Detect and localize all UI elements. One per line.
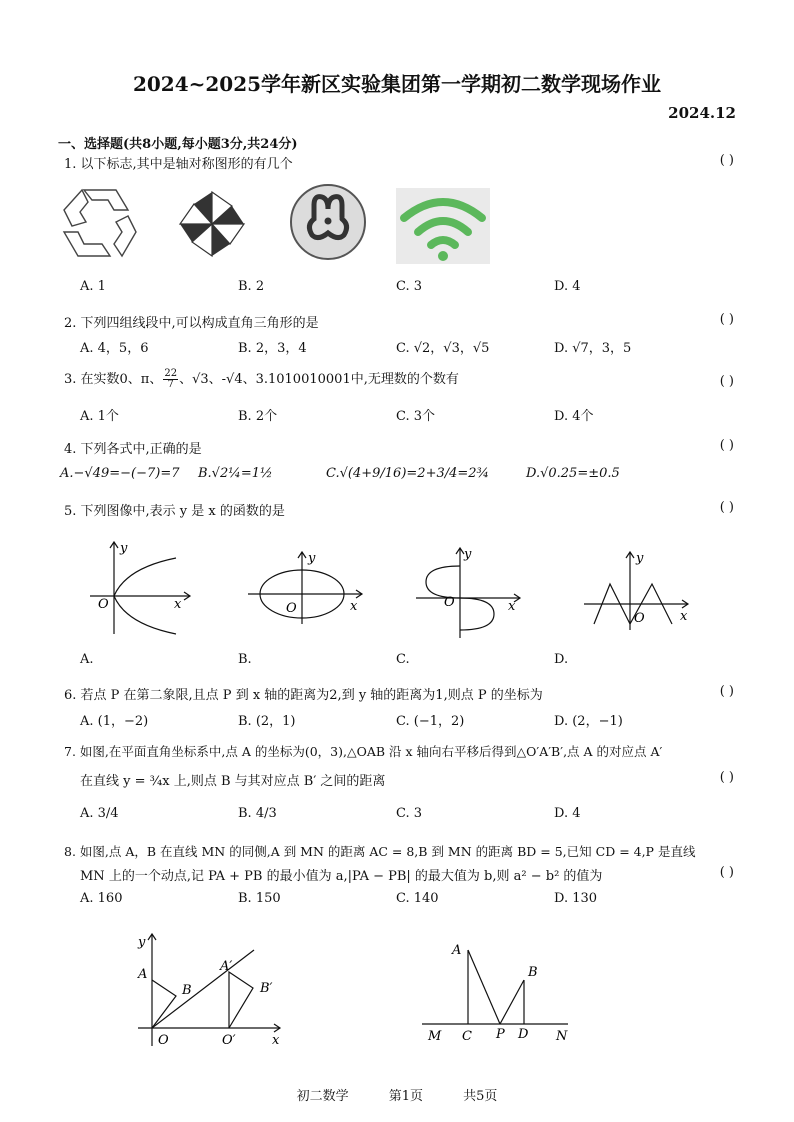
- q7-figure: [130, 930, 286, 1048]
- q7-stem-line1: 7. 如图,在平面直角坐标系中,点 A 的坐标为(0，3),△OAB 沿 x 轴向右平移后得到△O′A′B′,点 A 的对应点 A′: [64, 744, 663, 759]
- q8-label-d: D: [518, 1027, 529, 1042]
- footer-total-pages: 共5页: [463, 1089, 498, 1104]
- q5-c-origin-label: O: [444, 595, 455, 610]
- q1-option-d: D. 4: [554, 279, 581, 294]
- page-title: 2024~2025学年新区实验集团第一学期初二数学现场作业: [132, 72, 662, 96]
- q5-a-origin-label: O: [98, 597, 109, 612]
- q8-label-b: B: [528, 965, 538, 980]
- q5-graph-c: [412, 544, 524, 640]
- q5-d-x-label: x: [680, 609, 688, 624]
- q5-stem: 5. 下列图像中,表示 y 是 x 的函数的是: [64, 504, 285, 519]
- q7-label-o: O: [158, 1033, 169, 1048]
- q4-stem: 4. 下列各式中,正确的是: [64, 442, 202, 457]
- q8-option-a: A. 160: [80, 891, 123, 906]
- q5-graph-b: [244, 548, 368, 628]
- q4-answer-bracket: ( ): [719, 438, 734, 453]
- q1-stem: 1. 以下标志,其中是轴对称图形的有几个: [64, 157, 293, 172]
- q5-d-origin-label: O: [634, 611, 645, 626]
- section-heading: 一、选择题(共8小题,每小题3分,共24分): [58, 137, 298, 152]
- q6-option-c: C. (−1，2): [396, 714, 465, 729]
- q5-b-y-label: y: [308, 551, 316, 566]
- q5-b-origin-label: O: [286, 601, 297, 616]
- q1-option-a: A. 1: [80, 279, 106, 294]
- q7-answer-bracket: ( ): [719, 770, 734, 785]
- q3-stem-start: 3. 在实数0、π、: [64, 372, 163, 387]
- q7-option-c: C. 3: [396, 806, 423, 821]
- q5-option-c: C.: [396, 652, 410, 667]
- q8-figure: [420, 940, 580, 1048]
- q8-answer-bracket: ( ): [719, 865, 734, 880]
- q8-stem-line1: 8. 如图,点 A，B 在直线 MN 的同侧,A 到 MN 的距离 AC = 8,B 到 MN 的距离 BD = 5,已知 CD = 4,P 是直线: [64, 844, 696, 859]
- q7-option-b: B. 4/3: [238, 806, 277, 821]
- q8-label-m: M: [428, 1029, 442, 1044]
- q1-answer-bracket: ( ): [719, 153, 734, 168]
- q5-graph-d: [580, 548, 692, 632]
- q2-option-d: D. √7，3，5: [554, 341, 632, 356]
- q1-option-b: B. 2: [238, 279, 265, 294]
- q7-stem-line2: 在直线 y = ¾x 上,则点 B 与其对应点 B′ 之间的距离: [80, 774, 386, 789]
- q4-option-c: C.√(4+9/16)=2+3/4=2¾: [326, 466, 490, 481]
- q8-stem-line2: MN 上的一个动点,记 PA + PB 的最小值为 a,|PA − PB| 的最大值为 b,则 a² − b² 的值为: [80, 869, 603, 884]
- q5-a-y-label: y: [120, 541, 128, 556]
- q1-option-c: C. 3: [396, 279, 423, 294]
- q5-graph-a: [86, 538, 196, 638]
- metro-logo-icon: [288, 183, 368, 261]
- q7-label-a: A: [138, 967, 148, 982]
- footer-page-number: 第1页: [388, 1089, 423, 1104]
- q5-b-x-label: x: [350, 599, 358, 614]
- q5-option-a: A.: [80, 652, 94, 667]
- q3-option-a: A. 1个: [80, 409, 119, 424]
- q8-option-b: B. 150: [238, 891, 281, 906]
- q3-stem-end: 、√3、-√4、3.1010010001中,无理数的个数有: [179, 372, 459, 387]
- exam-date: 2024.12: [668, 104, 736, 122]
- q5-c-x-label: x: [508, 599, 516, 614]
- q4-option-b: B.√2¼=1½: [198, 466, 273, 481]
- q5-c-y-label: y: [464, 547, 472, 562]
- q6-answer-bracket: ( ): [719, 684, 734, 699]
- q7-label-a-prime: A′: [220, 959, 233, 974]
- q2-answer-bracket: ( ): [719, 312, 734, 327]
- q7-label-x: x: [272, 1033, 280, 1048]
- q8-label-n: N: [556, 1029, 568, 1044]
- q4-option-a: A.−√49=−(−7)=7: [60, 466, 180, 481]
- q3-option-b: B. 2个: [238, 409, 278, 424]
- q7-label-o-prime: O′: [222, 1033, 236, 1048]
- q5-option-d: D.: [554, 652, 569, 667]
- q2-stem: 2. 下列四组线段中,可以构成直角三角形的是: [64, 316, 319, 331]
- q7-label-y: y: [138, 935, 146, 950]
- pinwheel-logo-icon: [172, 188, 252, 260]
- recycle-logo-icon: [62, 186, 138, 260]
- q8-option-d: D. 130: [554, 891, 598, 906]
- q3-stem: [64, 368, 459, 390]
- q8-label-c: C: [462, 1029, 472, 1044]
- q7-option-d: D. 4: [554, 806, 581, 821]
- footer-subject: 初二数学: [296, 1089, 349, 1104]
- q6-option-b: B. (2，1): [238, 714, 296, 729]
- q8-label-p: P: [496, 1027, 505, 1042]
- q7-option-a: A. 3/4: [80, 806, 119, 821]
- q3-fraction: $\frac{22}{7}$: [164, 368, 178, 390]
- q3-option-d: D. 4个: [554, 409, 594, 424]
- q2-option-c: C. √2，√3，√5: [396, 341, 490, 356]
- q5-answer-bracket: ( ): [719, 500, 734, 515]
- q2-option-a: A. 4，5，6: [80, 341, 149, 356]
- q3-answer-bracket: ( ): [719, 374, 734, 389]
- q7-label-b-prime: B′: [260, 981, 273, 996]
- q3-option-c: C. 3个: [396, 409, 436, 424]
- q6-stem: 6. 若点 P 在第二象限,且点 P 到 x 轴的距离为2,到 y 轴的距离为1,则点 P 的坐标为: [64, 688, 543, 703]
- q6-option-a: A. (1，−2): [80, 714, 149, 729]
- q2-option-b: B. 2，3，4: [238, 341, 307, 356]
- wifi-logo-icon: [396, 188, 490, 264]
- q8-label-a: A: [452, 943, 462, 958]
- q6-option-d: D. (2，−1): [554, 714, 623, 729]
- q7-label-b: B: [182, 983, 192, 998]
- q8-option-c: C. 140: [396, 891, 439, 906]
- q5-d-y-label: y: [636, 551, 644, 566]
- page-footer: [0, 1085, 794, 1104]
- q5-option-b: B.: [238, 652, 252, 667]
- q5-a-x-label: x: [174, 597, 182, 612]
- q4-option-d: D.√0.25=±0.5: [526, 466, 620, 481]
